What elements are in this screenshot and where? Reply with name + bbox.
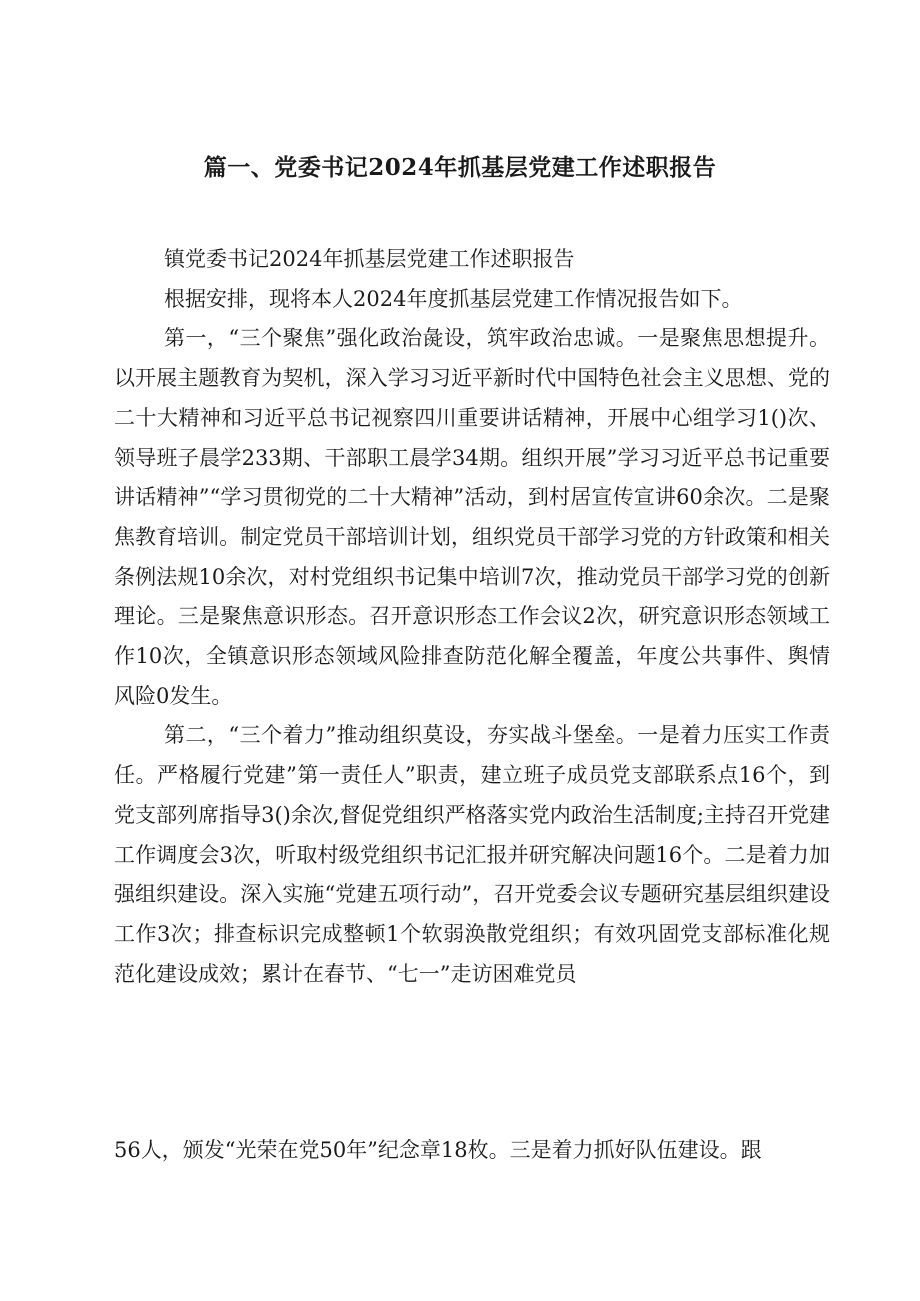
- continuation-line: 56人，颁发“光荣在党50年”纪念章18枚。三是着力抓好队伍建设。跟: [114, 1138, 762, 1162]
- section-one-paragraph: 第一，“三个聚焦”强化政治彘设，筑牢政治忠诚。一是聚焦思想提升。以开展主题教育为契机，深入学习习近平新时代中国特色社会主义思想、党的二十大精神和习近平总书记视察四川重要讲话精神，开展中心组学习1()次、领导班子晨学233期、干部职工晨学34期。组织开展”学习习近平总书记重要讲话精神”“学习贯彻党的二十大精神”活动，到村居宣传宣讲60余次。二是聚焦教育培训。制定党员干部培训计划，组织党员干部学习党的方针政策和相关条例法规10余次，对村党组织书记集中培训7次，推动党员干部学习党的创新理论。三是聚焦意识形态。召开意识形态工作会议2次，研究意识形态领域工作10次，全镇意识形态领域风险排查防范化解全覆盖，年度公共事件、舆情风险0发生。: [114, 326, 830, 708]
- intro-paragraph: 根据安排，现将本人2024年度抓基层党建工作情况报告如下。: [164, 286, 743, 311]
- report-subtitle: 镇党委书记2024年抓基层党建工作述职报告: [164, 247, 575, 271]
- document-body: [114, 240, 830, 994]
- document-title: 篇一、党委书记2024年抓基层党建工作述职报告: [203, 154, 717, 181]
- continuation-block: [114, 1131, 830, 1171]
- section-two-paragraph: 第二，“三个着力”推动组织莫设，夯实战斗堡垒。一是着力压实工作责任。严格履行党建”第一责任人”职责，建立班子成员党支部联系点16个，到党支部列席指导3()余次,督促党组织严格落实党内政治生活制度;主持召开党建工作调度会3次，听取村级党组织书记汇报并研究解决问题16个。二是着力加强组织建设。深入实施“党建五项行动”，召开党委会议专题研究基层组织建设工作3次；排查标识完成整顿1个软弱涣散党组织；有效巩固党支部标准化规范化建设成效；累计在春节、“七一”走访困难党员: [114, 723, 830, 986]
